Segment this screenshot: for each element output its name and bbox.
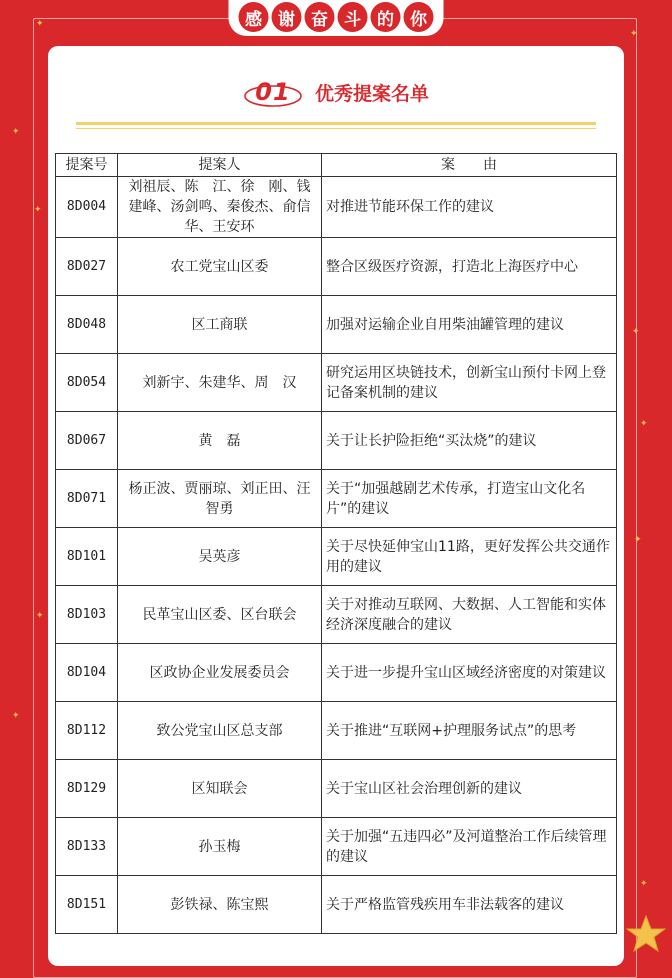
table-row (56, 818, 617, 876)
sparkle-icon: ✦ (12, 127, 20, 137)
proposer: 刘祖辰、陈 江、徐 刚、钱建峰、汤剑鸣、秦俊杰、俞信华、王安环 (118, 177, 322, 238)
reason: 关于进一步提升宝山区域经济密度的对策建议 (322, 644, 617, 702)
reason: 关于宝山区社会治理创新的建议 (322, 760, 617, 818)
sparkle-icon: ✦ (36, 19, 44, 29)
header-reason: 案 由 (322, 154, 617, 177)
sparkle-icon: ✦ (632, 327, 640, 337)
section-number-badge (243, 74, 303, 110)
proposal-id: 8D101 (56, 528, 118, 586)
table-row (56, 238, 617, 296)
proposal-id: 8D027 (56, 238, 118, 296)
proposer: 黄 磊 (118, 412, 322, 470)
table-row (56, 470, 617, 528)
reason: 关于推进“互联网+护理服务试点”的思考 (322, 702, 617, 760)
proposal-id: 8D054 (56, 354, 118, 412)
reason: 关于尽快延伸宝山11路，更好发挥公共交通作用的建议 (322, 528, 617, 586)
section-heading (48, 72, 624, 112)
reason: 加强对运输企业自用柴油罐管理的建议 (322, 296, 617, 354)
proposer: 区知联会 (118, 760, 322, 818)
proposer: 孙玉梅 (118, 818, 322, 876)
sparkle-icon: ✦ (36, 611, 44, 621)
banner-char: 斗 (338, 2, 368, 32)
sparkle-icon: ✦ (12, 711, 20, 721)
table-row (56, 876, 617, 934)
table-row (56, 296, 617, 354)
proposer: 刘新宇、朱建华、周 汉 (118, 354, 322, 412)
proposal-id: 8D112 (56, 702, 118, 760)
proposal-id: 8D133 (56, 818, 118, 876)
sparkle-icon: ✦ (640, 419, 648, 429)
reason: 关于让长护险拒绝“买汰烧”的建议 (322, 412, 617, 470)
reason: 关于“加强越剧艺术传承，打造宝山文化名片”的建议 (322, 470, 617, 528)
proposal-id: 8D151 (56, 876, 118, 934)
header-id: 提案号 (56, 154, 118, 177)
table-row (56, 586, 617, 644)
proposer: 区工商联 (118, 296, 322, 354)
reason: 关于加强“五违四必”及河道整治工作后续管理的建议 (322, 818, 617, 876)
proposer: 致公党宝山区总支部 (118, 702, 322, 760)
banner-char: 奋 (305, 2, 335, 32)
proposer: 彭铁禄、陈宝熙 (118, 876, 322, 934)
reason: 研究运用区块链技术，创新宝山预付卡网上登记备案机制的建议 (322, 354, 617, 412)
sparkle-icon: ✦ (640, 879, 648, 889)
reason: 关于严格监管残疾用车非法载客的建议 (322, 876, 617, 934)
proposer: 区政协企业发展委员会 (118, 644, 322, 702)
table-row (56, 528, 617, 586)
table-row (56, 177, 617, 238)
table-row (56, 760, 617, 818)
sparkle-icon: ✦ (630, 29, 638, 39)
proposal-id: 8D048 (56, 296, 118, 354)
header-proposer: 提案人 (118, 154, 322, 177)
section-number: 01 (255, 78, 291, 106)
sparkle-icon: ✦ (34, 205, 42, 215)
sparkle-icon: ✦ (634, 535, 642, 545)
banner-char: 感 (239, 2, 269, 32)
proposal-table (55, 153, 617, 934)
banner (229, 0, 444, 36)
table-row (56, 644, 617, 702)
divider (76, 122, 596, 125)
star-icon (626, 914, 666, 954)
reason: 对推进节能环保工作的建议 (322, 177, 617, 238)
proposal-id: 8D004 (56, 177, 118, 238)
section-title: 优秀提案名单 (314, 82, 429, 105)
divider (76, 128, 596, 129)
table-row (56, 354, 617, 412)
proposal-id: 8D071 (56, 470, 118, 528)
reason: 关于对推动互联网、大数据、人工智能和实体经济深度融合的建议 (322, 586, 617, 644)
content-card (48, 46, 624, 966)
proposal-id: 8D067 (56, 412, 118, 470)
banner-char: 你 (404, 2, 434, 32)
reason: 整合区级医疗资源，打造北上海医疗中心 (322, 238, 617, 296)
proposal-id: 8D104 (56, 644, 118, 702)
banner-char: 的 (371, 2, 401, 32)
proposer: 吴英彦 (118, 528, 322, 586)
table-row (56, 702, 617, 760)
banner-char: 谢 (272, 2, 302, 32)
proposal-id: 8D103 (56, 586, 118, 644)
proposal-id: 8D129 (56, 760, 118, 818)
proposer: 杨正波、贾丽琼、刘正田、汪智勇 (118, 470, 322, 528)
table-header-row (56, 154, 617, 177)
table-row (56, 412, 617, 470)
proposer: 民革宝山区委、区台联会 (118, 586, 322, 644)
proposer: 农工党宝山区委 (118, 238, 322, 296)
